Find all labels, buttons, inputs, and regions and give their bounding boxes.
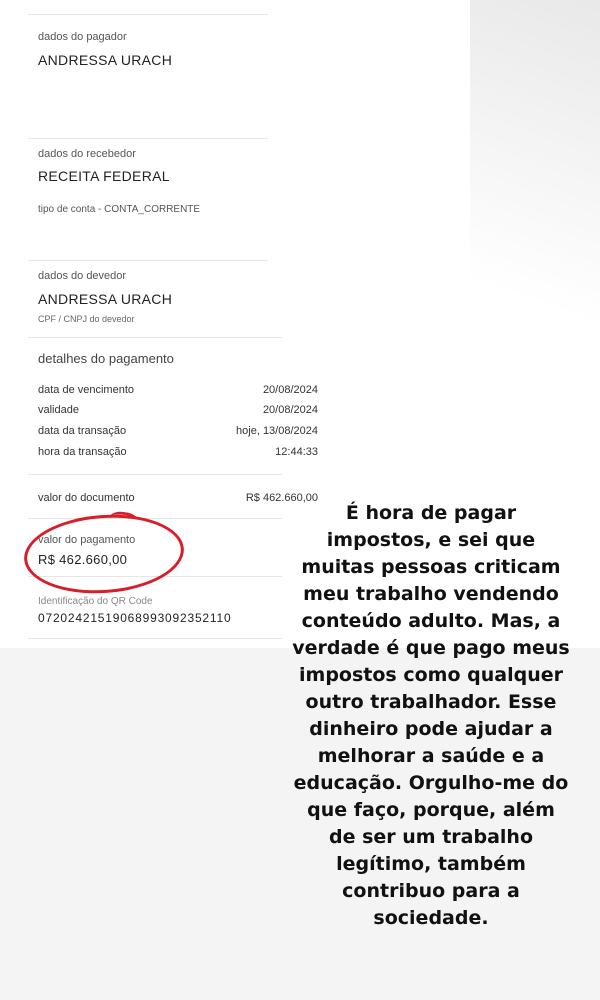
payer-label: dados do pagador	[38, 31, 127, 43]
document-value: R$ 462.660,00	[245, 492, 318, 504]
payment-value: R$ 462.660,00	[38, 552, 128, 567]
detail-value: 20/08/2024	[262, 404, 318, 416]
document-value-label: valor do documento	[38, 492, 135, 504]
debtor-label: dados do devedor	[38, 270, 127, 282]
receiver-name: RECEITA FEDERAL	[38, 168, 170, 184]
detail-key: data de vencimento	[38, 384, 135, 396]
receiver-account-type: tipo de conta - CONTA_CORRENTE	[38, 204, 201, 215]
detail-key: validade	[38, 404, 79, 416]
details-title: detalhes do pagamento	[38, 351, 174, 366]
payer-name: ANDRESSA URACH	[38, 52, 173, 68]
detail-value: 20/08/2024	[262, 384, 318, 396]
document-divider	[28, 518, 282, 519]
debtor-name: ANDRESSA URACH	[38, 291, 173, 307]
receiver-label: dados do recebedor	[38, 148, 136, 160]
payment-value-label: valor do pagamento	[38, 534, 136, 546]
receiver-divider	[28, 260, 268, 261]
top-divider	[28, 14, 268, 15]
photo-glare	[470, 0, 600, 420]
payer-divider	[28, 138, 268, 139]
details-divider	[28, 474, 282, 475]
detail-key: hora da transação	[38, 446, 127, 458]
qr-code-id: 07202421519068993092352110	[38, 611, 232, 625]
debtor-doc-label: CPF / CNPJ do devedor	[38, 314, 135, 324]
qr-code-label: Identificação do QR Code	[38, 596, 153, 607]
detail-key: data da transação	[38, 425, 127, 437]
story-caption: É hora de pagar impostos, e sei que muitas pessoas criticam meu trabalho vendendo conteúdo adulto. Mas, a verdade é que pago meus impostos como qualquer outro trabalhador. Esse dinheiro pode ajudar a melhorar a saúde e a educação. Orgulho-me do que faço, porque, além de ser um trabalho legítimo, também contribuo para a sociedade.	[292, 502, 570, 929]
red-circle-annotation	[21, 510, 186, 599]
debtor-divider	[28, 337, 282, 338]
bottom-divider	[28, 638, 282, 639]
detail-value: 12:44:33	[275, 446, 318, 458]
detail-value: hoje, 13/08/2024	[236, 425, 318, 437]
